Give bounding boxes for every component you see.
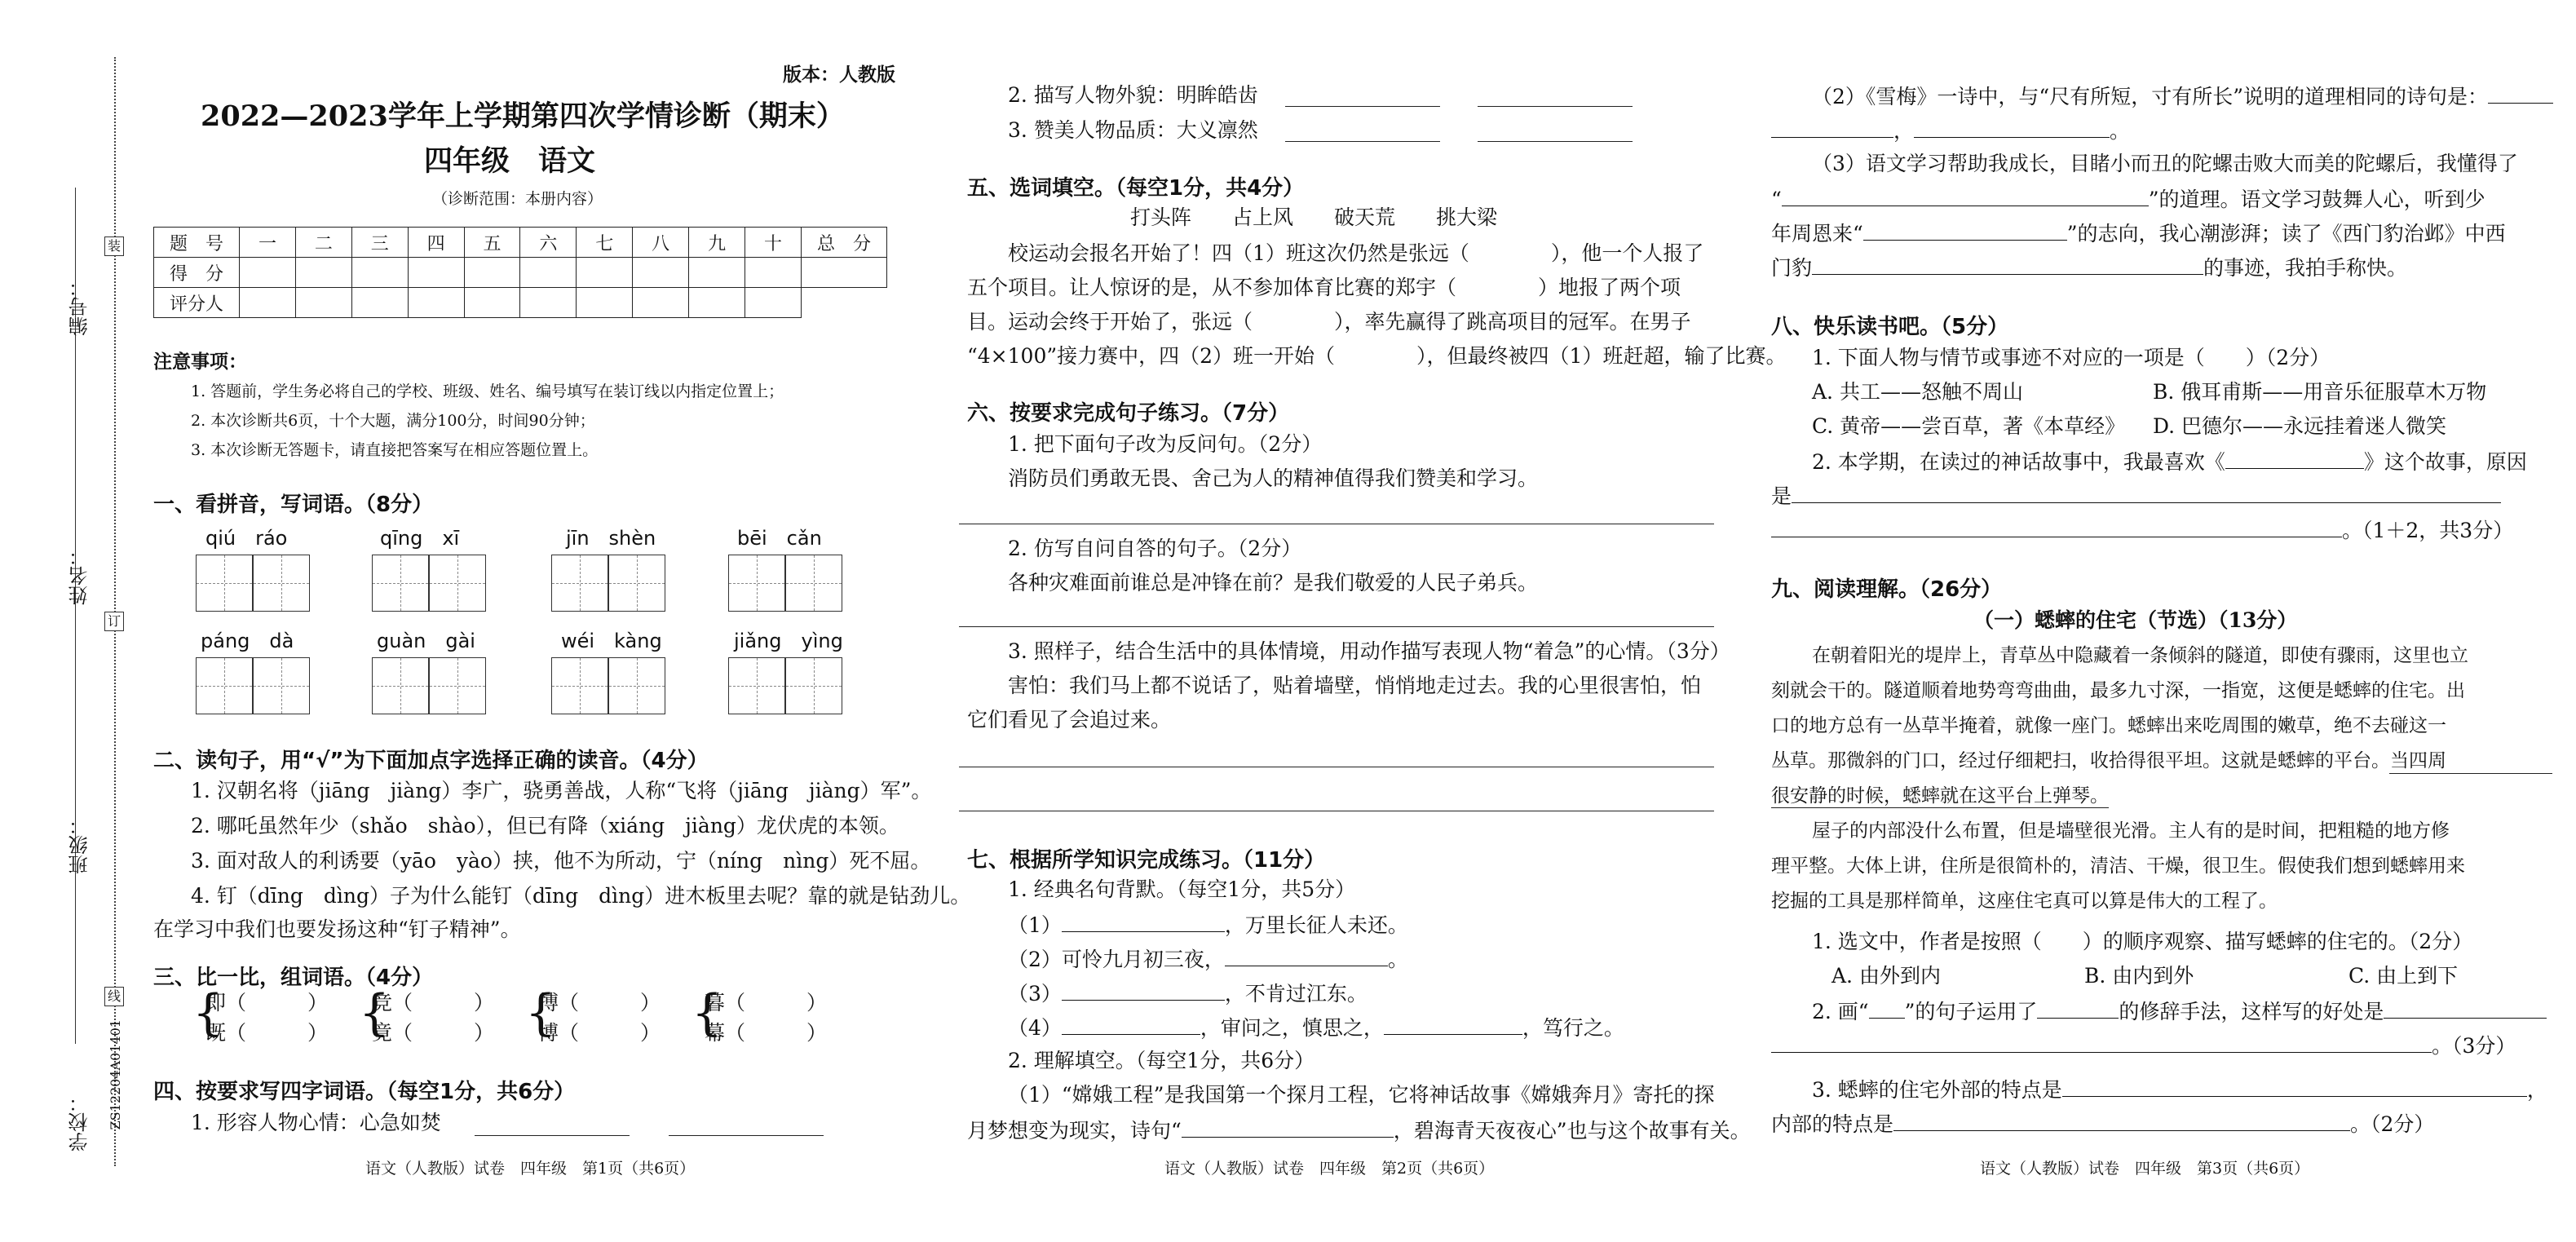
section-4-title: 四、按要求写四字词语。（每空1分，共6分） [153, 1080, 576, 1104]
brace: { [691, 984, 723, 1041]
s4-line-2: 2. 描写人物外貌：明眸皓齿 [1008, 83, 1258, 107]
brace: { [359, 984, 391, 1041]
score-row [154, 258, 887, 288]
mark-xian: 线 [104, 987, 124, 1006]
s2-line-5: 在学习中我们也要发扬这种“钉子精神”。 [153, 917, 521, 941]
writing-box[interactable] [253, 555, 310, 612]
mark-zhuang: 装 [104, 236, 124, 256]
writing-box[interactable] [253, 657, 310, 714]
section-7-title: 七、根据所学知识完成练习。（11分） [967, 848, 1326, 873]
notice-title: 注意事项： [153, 351, 247, 373]
page-footer: 语文（人教版）试卷 四年级 第2页（共6页） [1164, 1160, 1495, 1178]
text: 内部的特点是 [1771, 1112, 1894, 1136]
passage-line: 口的地方总有一丛草半掩着，就像一座门。蟋蟀出来吃周围的嫩草，绝不去碰这一 [1771, 715, 2446, 736]
exam-title: 2022—2023学年上学期第四次学情诊断（期末） [201, 99, 845, 133]
grader-cell[interactable] [351, 288, 408, 318]
writing-box[interactable] [785, 555, 842, 612]
writing-box[interactable] [785, 657, 842, 714]
s5-text-4: “4×100”接力赛中，四（2）班一开始（ ），但最终被四（1）班赶超，输了比赛。 [967, 344, 1787, 368]
answer-blank[interactable] [1225, 946, 1388, 966]
mark-ding: 订 [104, 612, 124, 631]
section-2-title: 二、读句子，用“√”为下面加点字选择正确的读音。（4分） [153, 749, 709, 773]
s5-text-2: 五个项目。让人惊讶的是，从不参加体育比赛的郑宇（ ）地报了两个项 [967, 276, 1681, 299]
underline-sample [1869, 998, 1905, 1019]
section-8-title: 八、快乐读书吧。（5分） [1771, 315, 2009, 339]
text: 门豹 [1771, 256, 1813, 280]
answer-blank[interactable] [2062, 1076, 2527, 1097]
pinyin-4: bēi cǎn [737, 527, 822, 550]
passage-line: 丛草。那微斜的门口，经过仔细耙扫，收拾得很平坦。这就是蟋蟀的平台。当四周 [1771, 750, 2446, 771]
text: ”的道理。语文学习鼓舞人心，听到少 [2148, 188, 2485, 211]
s5-text-3: 目。运动会终于开始了，张远（ ），率先赢得了跳高项目的冠军。在男子 [967, 310, 1691, 334]
exam-subtitle: 四年级 语文 [424, 144, 596, 178]
notice-1: 1. 答题前，学生务必将自己的学校、班级、姓名、编号填写在装订线以内指定位置上； [191, 382, 784, 400]
writing-box[interactable] [608, 555, 665, 612]
text: （4） [1008, 1016, 1062, 1040]
text: 的事迹，我拍手称快。 [2203, 256, 2408, 280]
s6-q1-text: 消防员们勇敢无畏、舍己为人的精神值得我们赞美和学习。 [1008, 466, 1539, 490]
compare-item: 即（ ） [205, 991, 329, 1014]
s6-q3: 3. 照样子，结合生活中的具体情境，用动作描写表现人物“着急”的心情。（3分） [1008, 639, 1730, 663]
section-1-title: 一、看拼音，写词语。（8分） [153, 493, 434, 517]
answer-blank[interactable] [1384, 1014, 1522, 1035]
writing-box[interactable] [728, 555, 785, 612]
text: 。（2分） [2350, 1112, 2435, 1136]
s7-q2: 2. 理解填空。（每空1分，共6分） [1008, 1049, 1315, 1072]
s6-q2: 2. 仿写自问自答的句子。（2分） [1008, 537, 1302, 560]
answer-blank[interactable] [1771, 1032, 2432, 1053]
s2-line-3: 3. 面对敌人的利诱要（yāo yào）挟，他不为所动，宁（níng nìng）死不屈。 [191, 849, 931, 873]
q1-option-c[interactable]: C. 由上到下 [2348, 964, 2459, 988]
s8-q2-line2 [1771, 483, 2501, 509]
writing-box[interactable] [728, 657, 785, 714]
score-cell[interactable] [240, 258, 296, 288]
passage-line: 在朝着阳光的堤岸上，青草丛中隐藏着一条倾斜的隧道，即使有骤雨，这里也立 [1812, 645, 2468, 666]
answer-blank[interactable] [1771, 517, 2342, 537]
q2-line1 [1812, 998, 2547, 1024]
text: 月梦想变为现实，诗句“ [967, 1119, 1182, 1143]
writing-box[interactable] [429, 657, 486, 714]
s8-q1: 1. 下面人物与情节或事迹不对应的一项是（ ）（2分） [1812, 346, 2331, 369]
answer-blank[interactable] [475, 1135, 630, 1136]
page-2 [930, 0, 1787, 1242]
s8-option-d[interactable]: D. 巴德尔——永远挂着迷人微笑 [2153, 414, 2447, 438]
text: 2. 本学期，在读过的神话故事中，我最喜欢《 [1812, 450, 2225, 474]
table-cell: 得 分 [154, 258, 240, 288]
answer-blank[interactable] [1285, 106, 1440, 107]
compare-item: 既（ ） [205, 1021, 329, 1045]
answer-blank[interactable] [1782, 186, 2149, 206]
text: （3） [1008, 982, 1062, 1006]
name-label: 姓名： [68, 546, 91, 605]
text: ，审问之，慎思之， [1200, 1016, 1384, 1040]
pinyin-6: guàn gài [377, 630, 475, 652]
text: （1） [1008, 913, 1062, 937]
answer-blank[interactable] [1863, 220, 2067, 241]
score-cell[interactable] [577, 258, 633, 288]
text: 2. 画“ [1812, 1000, 1869, 1023]
grader-cell[interactable] [295, 288, 351, 318]
number-label: 编号： [68, 277, 91, 336]
s4-line-3: 3. 赞美人物品质：大义凛然 [1008, 118, 1258, 142]
text: ”的句子运用了 [1904, 1000, 2038, 1023]
p3-line-2 [1771, 117, 2130, 144]
passage-line: 挖掘的工具是那样简单，这座住宅真可以算是伟大的工程了。 [1771, 891, 2278, 912]
notice-2: 2. 本次诊断共6页，十个大题，满分100分，时间90分钟； [191, 412, 595, 430]
s2-line-1: 1. 汉朝名将（jiāng jiàng）李广，骁勇善战，人称“飞将（jiāng jiàng）军”。 [191, 779, 932, 802]
table-cell: 四 [408, 228, 464, 258]
s8-option-b[interactable]: B. 俄耳甫斯——用音乐征服草木万物 [2153, 380, 2487, 404]
grader-cell[interactable] [240, 288, 296, 318]
text: 。（1＋2，共3分） [2342, 519, 2514, 542]
recite-1 [1008, 912, 1408, 938]
table-cell: 九 [689, 228, 745, 258]
section-6-title: 六、按要求完成句子练习。（7分） [967, 401, 1290, 426]
table-cell: 评分人 [154, 288, 240, 318]
score-cell[interactable] [464, 258, 520, 288]
p3-line-4: “ ”的道理。语文学习鼓舞人心，听到少 [1771, 188, 2485, 211]
s2-line-2: 2. 哪吒虽然年少（shǎo shào），但已有降（xiáng jiàng）龙伏虎的本领。 [191, 814, 899, 838]
answer-blank[interactable] [1062, 912, 1225, 932]
page-3 [1745, 0, 2576, 1242]
p3-line-5 [1771, 220, 2506, 246]
brace: { [192, 984, 224, 1041]
s6-q2-text: 各种灾难面前谁总是冲锋在前？是我们敬爱的人民子弟兵。 [1008, 571, 1539, 594]
s6-q1: 1. 把下面句子改为反问句。（2分） [1008, 432, 1323, 456]
edition-label: 版本：人教版 [783, 64, 895, 86]
grader-cell[interactable] [577, 288, 633, 318]
compare-item: 竞（ ） [372, 991, 495, 1014]
table-cell: 十 [745, 228, 802, 258]
brace: { [525, 984, 557, 1041]
text: ，笃行之。 [1522, 1016, 1624, 1040]
s6-q3-text2: 它们看见了会追过来。 [967, 708, 1172, 731]
s8-option-c[interactable]: C. 黄帝——尝百草，著《本草经》 [1812, 414, 2126, 438]
answer-blank[interactable] [1771, 117, 1893, 138]
answer-blank[interactable] [1478, 106, 1633, 107]
table-cell: 三 [351, 228, 408, 258]
text: 年周恩来“ [1771, 222, 1863, 245]
compare-item: 暮（ ） [705, 991, 828, 1014]
page-1 [0, 0, 971, 1242]
table-cell: 五 [464, 228, 520, 258]
passage-line: 屋子的内部没什么布置，但是墙壁很光滑。主人有的是时间，把粗糙的地方修 [1812, 820, 2450, 842]
text: ”的志向，我心潮澎湃；读了《西门豹治邺》中西 [2066, 222, 2506, 245]
pinyin-7: wéi kàng [561, 630, 662, 652]
answer-blank[interactable] [2488, 83, 2553, 104]
text: 是 [1771, 484, 1792, 508]
notice-3: 3. 本次诊断无答题卡，请直接把答案写在相应答题位置上。 [191, 441, 599, 459]
word-bank: 打头阵 占上风 破天荒 挑大梁 [1130, 206, 1498, 229]
writing-box[interactable] [196, 657, 253, 714]
answer-blank[interactable] [1914, 117, 2110, 138]
grader-cell[interactable] [633, 288, 689, 318]
writing-box[interactable] [551, 555, 608, 612]
q3-line2 [1771, 1111, 2434, 1137]
pinyin-8: jiǎng yìng [734, 630, 843, 652]
answer-blank[interactable] [1062, 1014, 1200, 1035]
q2-line2 [1771, 1032, 2516, 1059]
writing-box[interactable] [608, 657, 665, 714]
p3-line-1 [1812, 83, 2553, 109]
s6-q3-text1: 害怕：我们马上都不说话了，贴着墙壁，悄悄地走过去。我的心里很害怕，怕 [1008, 674, 1702, 697]
answer-blank[interactable] [2384, 998, 2547, 1019]
exam-scope: （诊断范围：本册内容） [432, 190, 603, 208]
score-cell[interactable] [802, 258, 887, 288]
grader-cell[interactable] [520, 288, 577, 318]
passage-line: 很安静的时候，蟋蟀就在这平台上弹琴。 [1771, 785, 2109, 807]
answer-blank[interactable] [1285, 141, 1440, 142]
grader-cell[interactable] [689, 288, 745, 318]
text: ，不肯过江东。 [1224, 982, 1368, 1006]
compare-item: 搏（ ） [538, 991, 661, 1014]
score-cell[interactable] [351, 258, 408, 288]
text: 。（3分） [2432, 1034, 2516, 1058]
table-cell: 题 号 [154, 228, 240, 258]
grader-row [154, 288, 887, 318]
compare-item: 博（ ） [538, 1021, 661, 1045]
s4-line-1: 1. 形容人物心情：心急如焚 [191, 1111, 441, 1134]
s7-q1: 1. 经典名句背默。（每空1分，共5分） [1008, 877, 1356, 901]
writing-box[interactable] [372, 555, 429, 612]
text: 》这个故事，原因 [2363, 450, 2527, 474]
text: （2）可怜九月初三夜， [1008, 948, 1225, 971]
writing-box[interactable] [551, 657, 608, 714]
text: ，万里长征人未还。 [1224, 913, 1408, 937]
text: 。 [1387, 948, 1408, 971]
pinyin-3: jīn shèn [566, 527, 656, 550]
q1-option-b[interactable]: B. 由内到外 [2084, 964, 2194, 988]
section-3-title: 三、比一比，组词语。（4分） [153, 966, 434, 990]
answer-blank[interactable] [1062, 980, 1225, 1001]
answer-blank[interactable] [1478, 141, 1633, 142]
table-cell: 一 [240, 228, 296, 258]
table-cell: 总 分 [802, 228, 887, 258]
compare-item: 幕（ ） [705, 1021, 828, 1045]
recite-4 [1008, 1014, 1624, 1041]
s2-line-4: 4. 钉（dīng dìng）子为什么能钉（dīng dìng）进木板里去呢？靠的就是钻劲儿。 [191, 884, 971, 908]
page-footer: 语文（人教版）试卷 四年级 第1页（共6页） [365, 1160, 696, 1178]
section-5-title: 五、选词填空。（每空1分，共4分） [967, 176, 1305, 201]
answer-blank[interactable] [1812, 254, 2203, 275]
pinyin-5: páng dà [201, 630, 294, 652]
score-cell[interactable] [633, 258, 689, 288]
text: 3. 蟋蟀的住宅外部的特点是 [1812, 1078, 2062, 1102]
table-cell: 六 [520, 228, 577, 258]
s8-q2-line1 [1812, 449, 2527, 475]
score-table [153, 227, 887, 318]
score-cell[interactable] [520, 258, 577, 288]
answer-blank[interactable] [669, 1135, 824, 1136]
s8-option-a[interactable]: A. 共工——怒触不周山 [1812, 380, 2023, 404]
p3-line-3: （3）语文学习帮助我成长，目睹小而丑的陀螺击败大而美的陀螺后，我懂得了 [1812, 152, 2518, 175]
paper-code: ZS12204A01401 [108, 1019, 123, 1130]
class-label: 班级： [68, 815, 91, 874]
passage-line: 刻就会干的。隧道顺着地势弯弯曲曲，最多九寸深，一指宽，这便是蟋蟀的住宅。出 [1771, 680, 2465, 701]
answer-blank[interactable] [2037, 998, 2119, 1019]
grader-cell[interactable] [464, 288, 520, 318]
passage-title: （一）蟋蟀的住宅（节选）（13分） [1973, 608, 2298, 632]
answer-blank[interactable] [1893, 1111, 2350, 1131]
text: ，碧海青天夜夜心”也与这个故事有关。 [1393, 1119, 1751, 1143]
pinyin-2: qīng xī [380, 527, 460, 550]
s5-text-1: 校运动会报名开始了！四（1）班这次仍然是张远（ ），他一个人报了 [1008, 241, 1704, 265]
s7-q2-text1: （1）“嫦娥工程”是我国第一个探月工程，它将神话故事《嫦娥奔月》寄托的探 [1008, 1083, 1715, 1107]
section-9-title: 九、阅读理解。（26分） [1771, 577, 2003, 602]
q3-line1 [1812, 1076, 2547, 1103]
page-footer: 语文（人教版）试卷 四年级 第3页（共6页） [1980, 1160, 2310, 1178]
table-cell: 八 [633, 228, 689, 258]
passage-line: 理平整。大体上讲，住所是很简朴的，清洁、干燥，很卫生。假使我们想到蟋蟀用来 [1771, 855, 2465, 877]
score-cell[interactable] [689, 258, 745, 288]
compare-item: 竟（ ） [372, 1021, 495, 1045]
grader-cell[interactable] [745, 288, 802, 318]
recite-2 [1008, 946, 1408, 972]
text: ， [2526, 1078, 2547, 1102]
q1-option-a[interactable]: A. 由外到内 [1831, 964, 1941, 988]
score-cell[interactable] [295, 258, 351, 288]
answer-blank[interactable] [2225, 449, 2364, 469]
grader-cell[interactable] [408, 288, 464, 318]
answer-line[interactable] [959, 626, 1714, 627]
school-label: 学校： [68, 1093, 91, 1151]
writing-box[interactable] [429, 555, 486, 612]
grader-cell[interactable] [802, 288, 887, 318]
score-cell[interactable] [745, 258, 802, 288]
recite-3 [1008, 980, 1368, 1006]
writing-box[interactable] [196, 555, 253, 612]
s7-q2-text2 [967, 1117, 1751, 1143]
text: 。 [2110, 119, 2131, 143]
underline-mark [2389, 773, 2552, 774]
p3-line-6 [1771, 254, 2407, 281]
answer-blank[interactable] [1792, 483, 2501, 503]
q1: 1. 选文中，作者是按照（ ）的顺序观察、描写蟋蟀的住宅的。（2分） [1812, 930, 2473, 953]
text: ， [1893, 119, 1915, 143]
table-cell: 二 [295, 228, 351, 258]
text: （2）《雪梅》一诗中，与“尺有所短，寸有所长”说明的道理相同的诗句是： [1812, 85, 2488, 108]
writing-box[interactable] [372, 657, 429, 714]
score-cell[interactable] [408, 258, 464, 288]
table-cell: 七 [577, 228, 633, 258]
pinyin-1: qiú ráo [205, 527, 288, 550]
s8-q2-line3 [1771, 517, 2513, 543]
text: 的修辞手法，这样写的好处是 [2119, 1000, 2384, 1023]
answer-blank[interactable] [1182, 1117, 1394, 1138]
score-table-header [154, 228, 887, 258]
